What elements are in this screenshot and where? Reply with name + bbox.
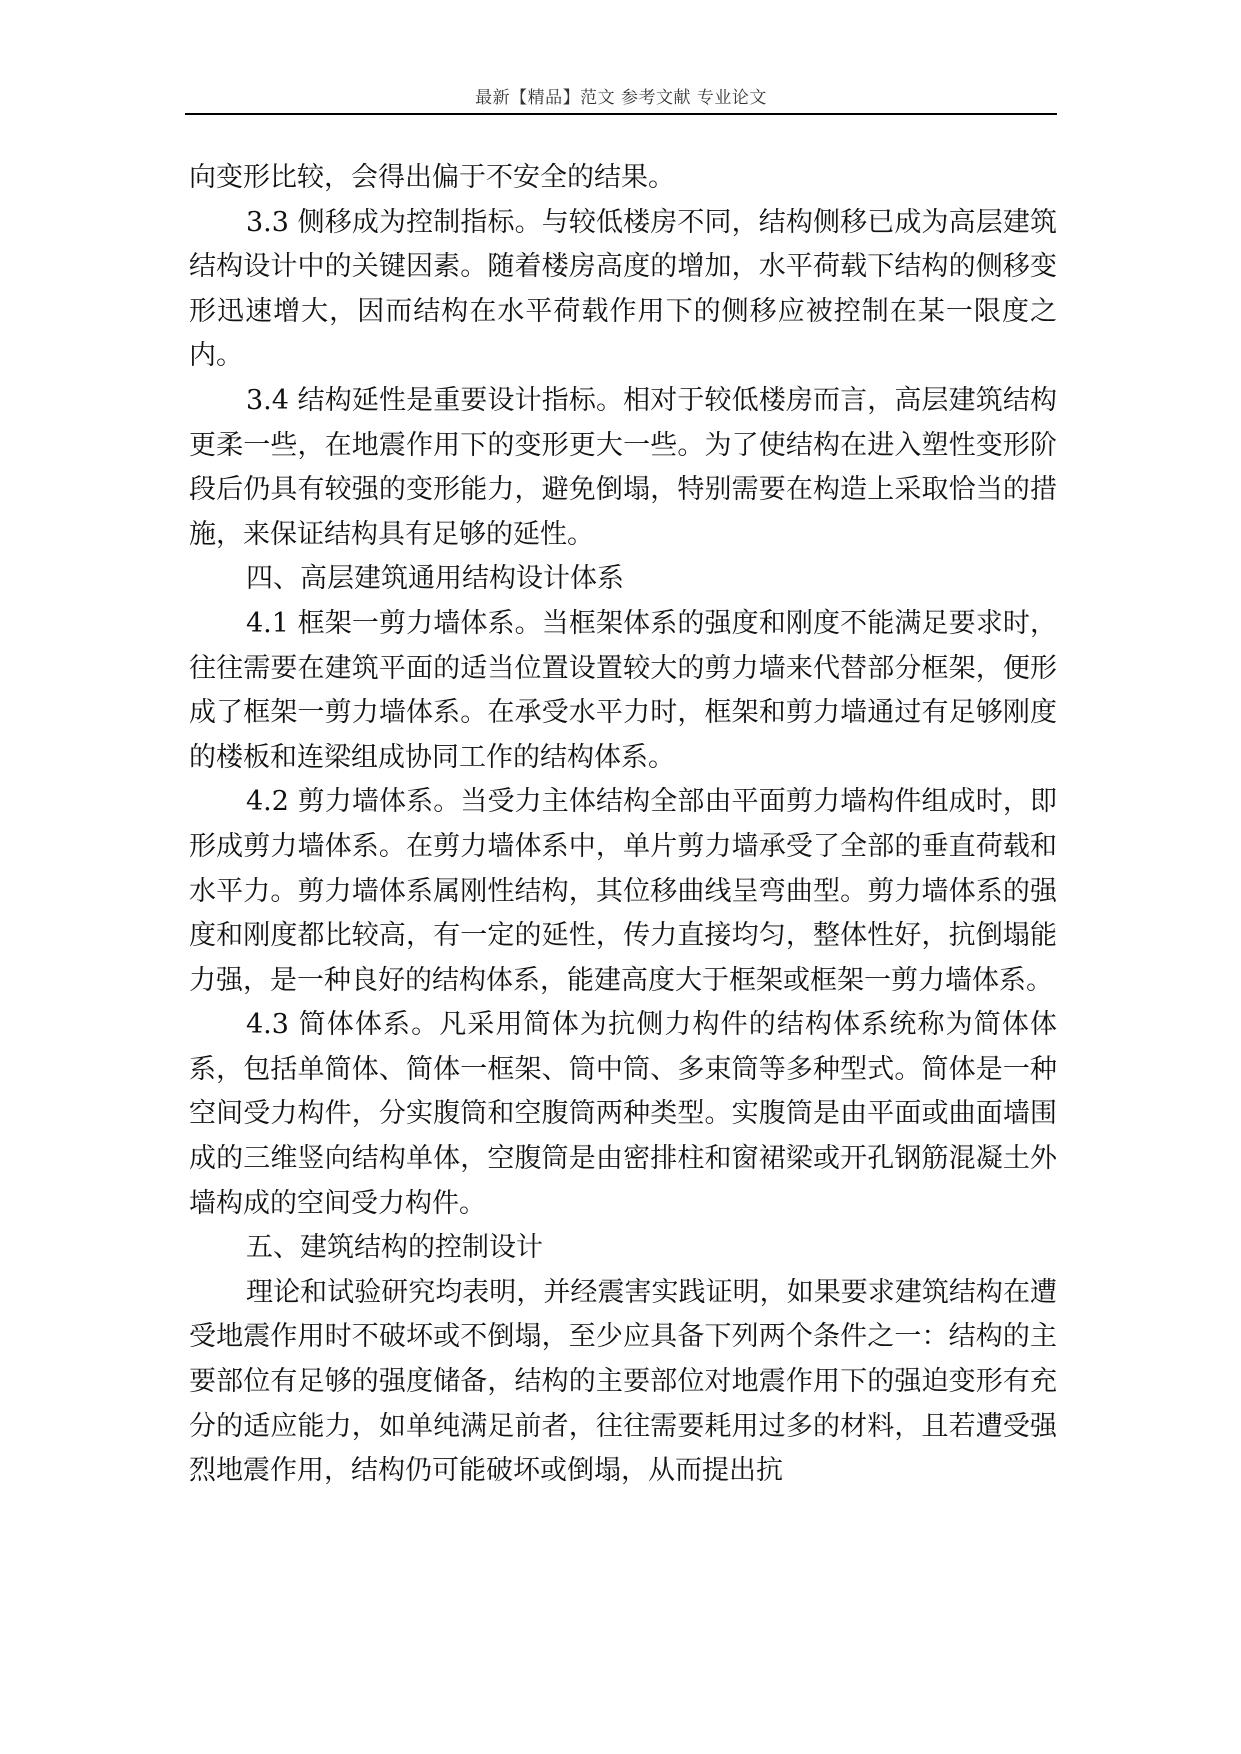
paragraph: 理论和试验研究均表明，并经震害实践证明，如果要求建筑结构在遭受地震作用时不破坏或不倒塌，至少应具备下列两个条件之一：结构的主要部位有足够的强度储备，结构的主要部位对地震作用下的强迫变形有充分的适应能力，如单纯满足前者，往往需要耗用过多的材料，且若遭受强烈地震作用，结构仍可能破坏或倒塌，从而提出抗 (189, 1276, 1057, 1487)
paragraph: 向变形比较，会得出偏于不安全的结果。 (189, 162, 675, 193)
paragraph: 4.3 简体体系。凡采用简体为抗侧力构件的结构体系统称为简体体系，包括单简体、简体一框架、筒中筒、多束筒等多种型式。简体是一种空间受力构件，分实腹筒和空腹筒两种类型。实腹筒是由平面或曲面墙围成的三维竖向结构单体，空腹筒是由密排柱和窗裙梁或开孔钢筋混凝土外墙构成的空间受力构件。 (189, 1009, 1057, 1219)
section-heading: 四、高层建筑通用结构设计体系 (246, 563, 624, 595)
document-body (189, 156, 1057, 1494)
paragraph: 4.2 剪力墙体系。当受力主体结构全部由平面剪力墙构件组成时，即形成剪力墙体系。在剪力墙体系中，单片剪力墙承受了全部的垂直荷载和水平力。剪力墙体系属刚性结构，其位移曲线呈弯曲型。剪力墙体系的强度和刚度都比较高，有一定的延性，传力直接均匀，整体性好，抗倒塌能力强，是一种良好的结构体系，能建高度大于框架或框架一剪力墙体系。 (189, 786, 1057, 996)
page-header: 最新【精品】范文 参考文献 专业论文 (475, 88, 767, 108)
section-heading: 五、建筑结构的控制设计 (246, 1232, 543, 1264)
paragraph: 3.3 侧移成为控制指标。与较低楼房不同，结构侧移已成为高层建筑结构设计中的关键因素。随着楼房高度的增加，水平荷载下结构的侧移变形迅速增大，因而结构在水平荷载作用下的侧移应被控制在某一限度之内。 (189, 206, 1057, 372)
paragraph: 4.1 框架一剪力墙体系。当框架体系的强度和刚度不能满足要求时，往往需要在建筑平面的适当位置设置较大的剪力墙来代替部分框架，便形成了框架一剪力墙体系。在承受水平力时，框架和剪力墙通过有足够刚度的楼板和连梁组成协同工作的结构体系。 (189, 607, 1057, 773)
header-divider (185, 113, 1057, 115)
paragraph: 3.4 结构延性是重要设计指标。相对于较低楼房而言，高层建筑结构更柔一些，在地震作用下的变形更大一些。为了使结构在进入塑性变形阶段后仍具有较强的变形能力，避免倒塌，特别需要在构造上采取恰当的措施，来保证结构具有足够的延性。 (189, 384, 1057, 550)
